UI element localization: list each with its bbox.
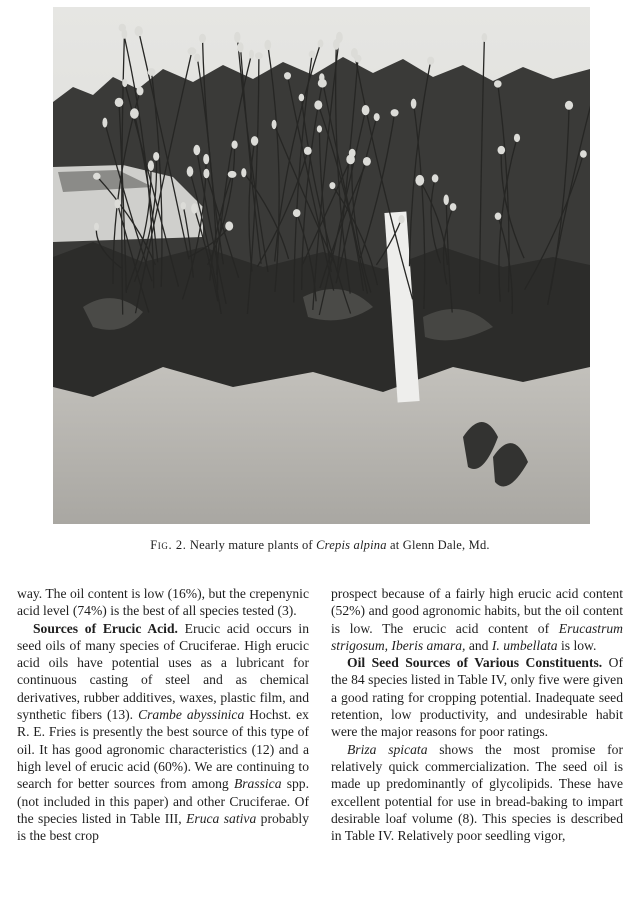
section-heading-various-constituents: Oil Seed Sources of Various Constituents.: [347, 655, 603, 671]
right-text-column: [331, 585, 623, 844]
paragraph-eruca-prospect: prospect because of a fairly high erucic acid content (52%) and good agronomic habits, but the oil content is low. The erucic acid content of Erucastrum strigosum, Iberis amara, and I. umbellata is low.: [331, 586, 623, 653]
section-heading-erucic-acid: Sources of Erucic Acid.: [33, 620, 178, 636]
paragraph-various-constituents: Oil Seed Sources of Various Constituents. Of the 84 species listed in Table IV, only five were given a good rating for cropping potential. Inadequate seed retention, low productivity, and undesirable habit were the major reasons for poor ratings.: [331, 655, 623, 740]
paragraph-crepenynic: way. The oil content is low (16%), but the crepenynic acid level (74%) is the best of all species tested (3).: [17, 586, 309, 619]
plant-photograph: [53, 7, 590, 524]
left-text-column: [17, 585, 309, 844]
caption-text-post: at Glenn Dale, Md.: [386, 538, 490, 552]
paragraph-erucic-acid: Sources of Erucic Acid. Erucic acid occurs in seed oils of many species of Cruciferae. High erucic acid oils have potential uses as a lubricant for continuous casting of steel and as chemical derivatives, rubber additives, waxes, plastic film, and synthetic fibers (13). Crambe abyssinica Hochst. ex R. E. Fries is presently the best source of this type of oil. It has good agronomic characteristics (12) and a high level of erucic acid (60%). We are continuing to search for better sources from among Brassica spp. (not included in this paper) and other Cruciferae. Of the species listed in Table III, Eruca sativa probably is the best crop: [17, 620, 310, 844]
paragraph-briza-spicata: Briza spicata shows the most promise for relatively quick commercialization. The seed oil is made up predominantly of glycolipids. These have excellent potential for use in bread-baking to impart desirable loaf volume (8). This species is described in Table IV. Relatively poor seedling vigor,: [331, 741, 623, 844]
caption-species: Crepis alpina: [316, 538, 387, 552]
caption-text-pre: Nearly mature plants of: [186, 538, 317, 552]
figure-caption: [0, 538, 640, 553]
figure-label: Fig. 2.: [150, 538, 187, 552]
species-briza-spicata: Briza spicata: [347, 741, 428, 757]
